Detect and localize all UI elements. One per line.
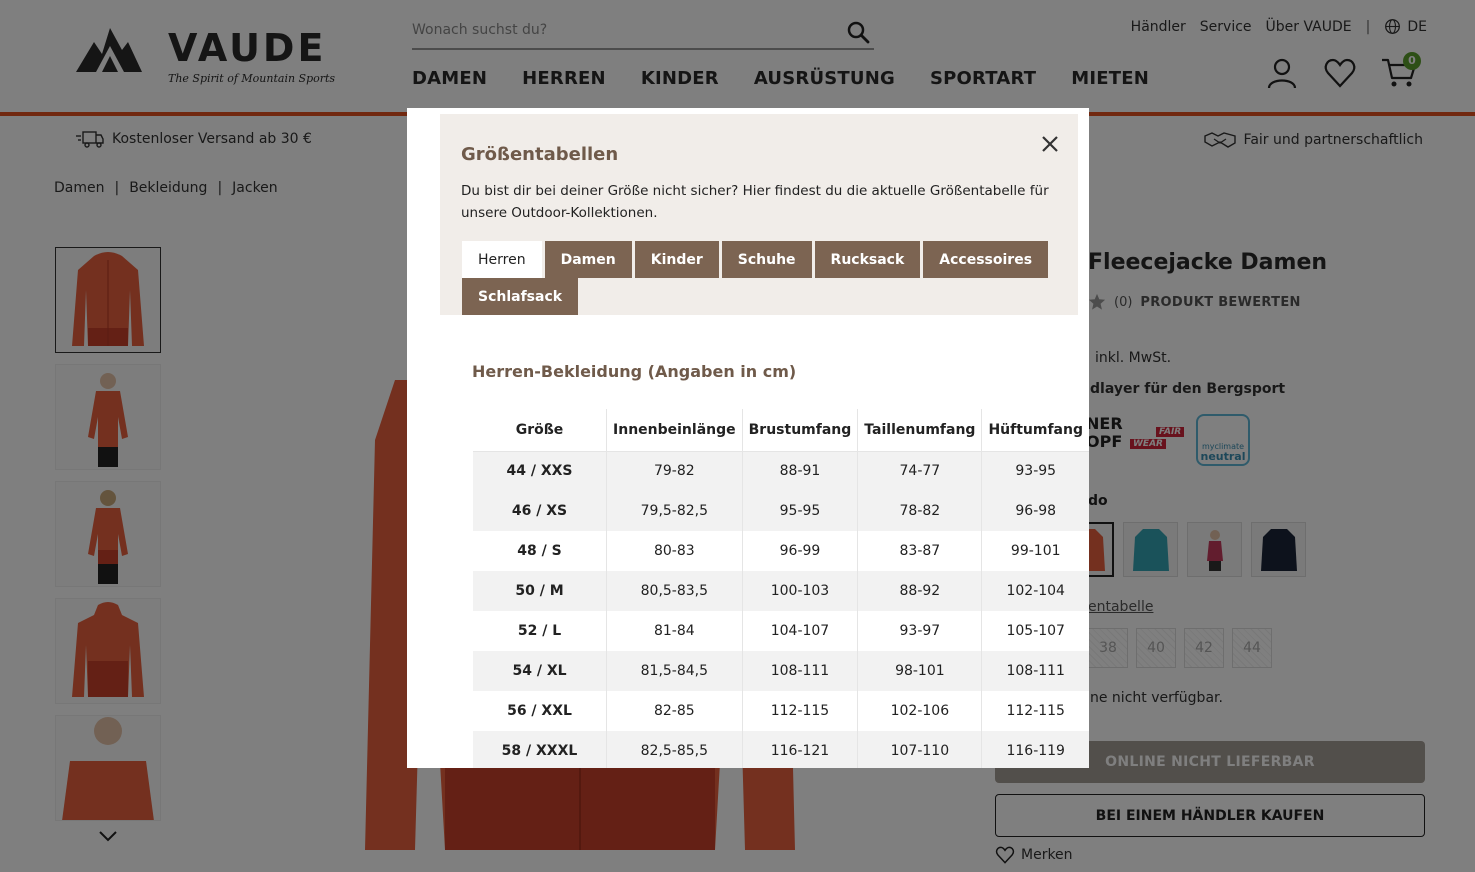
table-cell: 78-82 (858, 491, 982, 531)
table-cell: 105-107 (1006, 623, 1065, 639)
modal-header (440, 114, 1078, 315)
table-cell: 83-87 (858, 531, 982, 571)
table-cell: 112-115 (742, 691, 858, 731)
table-cell: 88-92 (858, 571, 982, 611)
column-header: Innenbeinlänge (607, 409, 743, 451)
table-cell: 80,5-83,5 (607, 571, 743, 611)
table-cell: 116-119 (982, 731, 1089, 768)
table-cell: 54 / XL (473, 651, 607, 691)
table-cell: 93-97 (858, 611, 982, 651)
table-cell: 50 / M (473, 571, 607, 611)
table-cell: 96-99 (742, 531, 858, 571)
table-cell: 102-104 (982, 571, 1089, 611)
table-cell: 107-110 (858, 731, 982, 768)
table-cell: 100-103 (742, 571, 858, 611)
table-header-row (473, 409, 1089, 451)
table-cell: 56 / XXL (473, 691, 607, 731)
table-row (473, 571, 1089, 611)
table-row (473, 731, 1089, 768)
tab-rucksack[interactable]: Rucksack (815, 241, 921, 278)
table-cell: 81,5-84,5 (607, 651, 743, 691)
table-cell: 58 / XXXL (473, 731, 607, 768)
column-header: Hüftumfang (988, 421, 1083, 438)
table-row (473, 691, 1089, 731)
size-table (473, 409, 1089, 768)
table-cell: 52 / L (473, 611, 607, 651)
tab-damen[interactable]: Damen (545, 241, 632, 278)
tab-herren[interactable]: Herren (462, 241, 542, 278)
table-cell: 46 / XS (473, 491, 607, 531)
column-header: Taillenumfang (858, 409, 982, 451)
table-cell: 95-95 (742, 491, 858, 531)
table-cell: 88-91 (742, 451, 858, 491)
table-cell: 82-85 (607, 691, 743, 731)
modal-title: Größentabellen (461, 144, 619, 165)
table-cell: 82,5-85,5 (607, 731, 743, 768)
table-cell: 116-121 (742, 731, 858, 768)
tab-accessoires[interactable]: Accessoires (923, 241, 1048, 278)
table-cell: 98-101 (858, 651, 982, 691)
modal-description: Du bist dir bei deiner Größe nicht sicher? Hier findest du die aktuelle Größentabelle für unsere Outdoor-Kollektionen. (461, 183, 1049, 221)
table-cell: 99-101 (1010, 543, 1061, 559)
table-cell: 81-84 (607, 611, 743, 651)
close-icon[interactable] (1038, 132, 1062, 156)
table-cell: 93-95 (982, 451, 1089, 491)
table-row (473, 651, 1089, 691)
table-cell: 108-111 (742, 651, 858, 691)
table-cell: 112-115 (1006, 703, 1065, 719)
size-chart-tabs (462, 241, 1062, 315)
table-cell: 79-82 (607, 451, 743, 491)
table-cell: 74-77 (858, 451, 982, 491)
tab-schlafsack[interactable]: Schlafsack (462, 278, 578, 315)
table-row (473, 611, 1089, 651)
table-row (473, 531, 1089, 571)
tab-kinder[interactable]: Kinder (635, 241, 719, 278)
size-chart-modal (407, 108, 1089, 768)
table-cell: 96-98 (982, 491, 1089, 531)
tab-schuhe[interactable]: Schuhe (722, 241, 812, 278)
table-cell: 108-111 (982, 651, 1089, 691)
table-cell: 104-107 (742, 611, 858, 651)
table-cell: 102-106 (858, 691, 982, 731)
table-row (473, 451, 1089, 491)
table-cell: 44 / XXS (473, 451, 607, 491)
table-cell: 48 / S (473, 531, 607, 571)
column-header: Brustumfang (742, 409, 858, 451)
table-title: Herren-Bekleidung (Angaben in cm) (472, 362, 797, 381)
table-row (473, 491, 1089, 531)
table-cell: 79,5-82,5 (607, 491, 743, 531)
column-header: Größe (473, 409, 607, 451)
table-cell: 80-83 (607, 531, 743, 571)
